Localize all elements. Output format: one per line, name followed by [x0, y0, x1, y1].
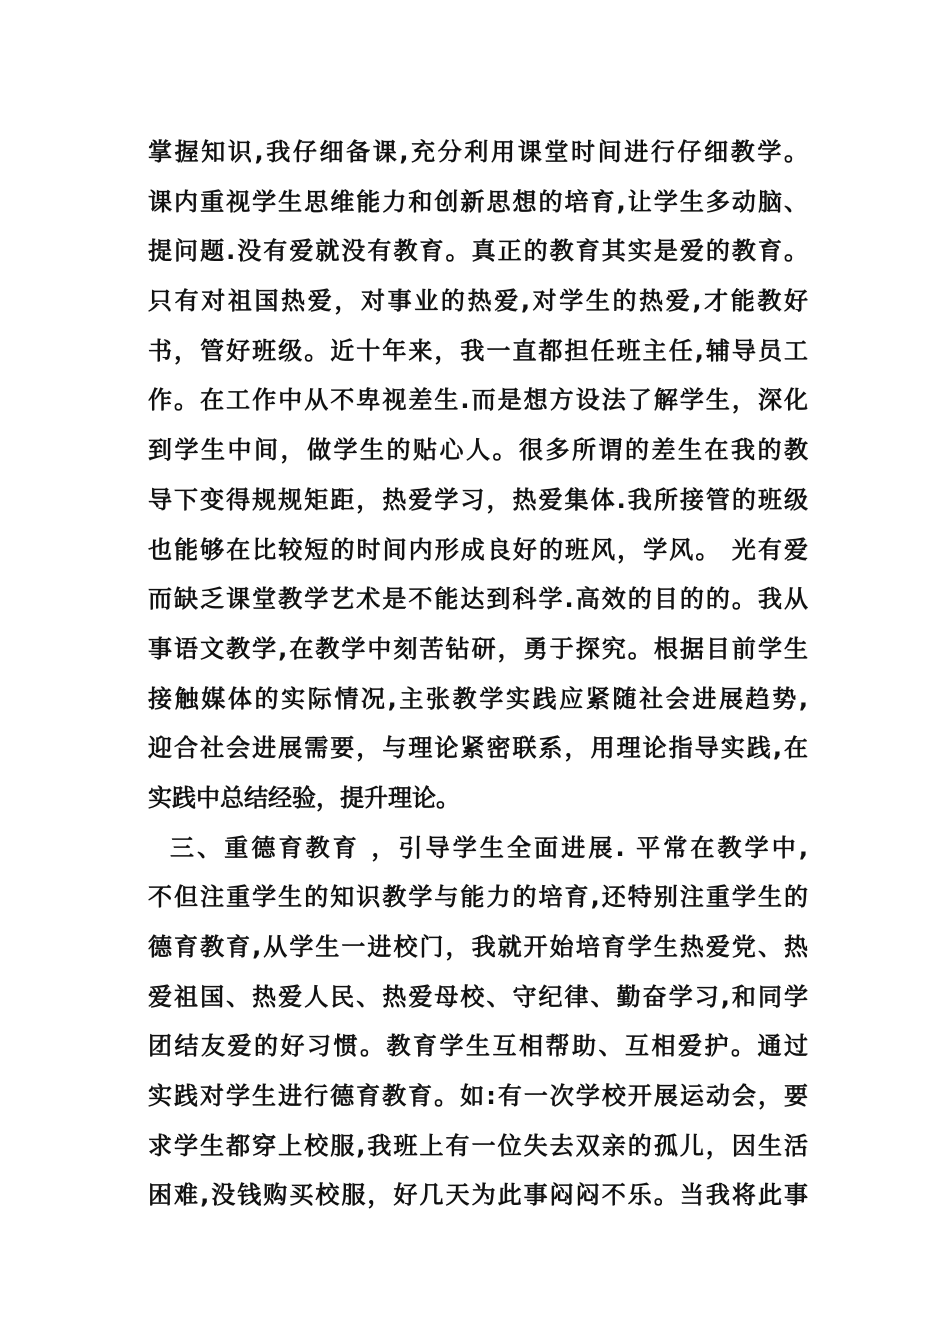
text-line: 德育教育,从学生一进校门，我就开始培育学生热爱党、热: [148, 933, 808, 961]
text-line: 也能够在比较短的时间内形成良好的班风，学风。 光有爱: [148, 535, 808, 564]
text-line: 课内重视学生思维能力和创新思想的培育,让学生多动脑、: [148, 187, 808, 216]
text-line: 书，管好班级。近十年来，我一直都担任班主任,辅导员工: [148, 336, 808, 365]
text-line: 不但注重学生的知识教学与能力的培育,还特别注重学生的: [148, 883, 808, 912]
text-line: 提问题.没有爱就没有教育。真正的教育其实是爱的教育。: [148, 237, 808, 266]
text-line: 作。在工作中从不卑视差生.而是想方设法了解学生，深化: [148, 386, 808, 415]
text-line: 接触媒体的实际情况,主张教学实践应紧随社会进展趋势,: [148, 684, 808, 713]
text-line: 求学生都穿上校服,我班上有一位失去双亲的孤儿，因生活: [148, 1131, 808, 1160]
text-line: 掌握知识,我仔细备课,充分利用课堂时间进行仔细教学。: [148, 138, 808, 166]
text-line: 到学生中间，做学生的贴心人。很多所谓的差生在我的教: [148, 436, 808, 465]
text-line: 事语文教学,在教学中刻苦钻研，勇于探究。根据目前学生: [148, 634, 808, 663]
text-line: 困难,没钱购买校服，好几天为此事闷闷不乐。当我将此事: [148, 1181, 808, 1210]
section-heading-line: 三、重德育教育 ，引导学生全面进展. 平常在教学中,: [170, 833, 808, 862]
text-line: 导下变得规规矩距，热爱学习，热爱集体.我所接管的班级: [148, 485, 808, 514]
text-line: 只有对祖国热爱，对事业的热爱,对学生的热爱,才能教好: [148, 287, 808, 316]
text-line: 实践中总结经验，提升理论。: [148, 783, 460, 812]
text-line: 团结友爱的好习惯。教育学生互相帮助、互相爱护。通过: [148, 1032, 808, 1061]
text-line: 爱祖国、热爱人民、热爱母校、守纪律、勤奋学习,和同学: [148, 982, 808, 1011]
text-line: 迎合社会进展需要，与理论紧密联系，用理论指导实践,在: [148, 734, 808, 763]
text-line: 而缺乏课堂教学艺术是不能达到科学.高效的目的的。我从: [148, 585, 808, 614]
text-line: 实践对学生进行德育教育。如:有一次学校开展运动会，要: [148, 1082, 808, 1111]
document-body: [148, 128, 808, 1221]
